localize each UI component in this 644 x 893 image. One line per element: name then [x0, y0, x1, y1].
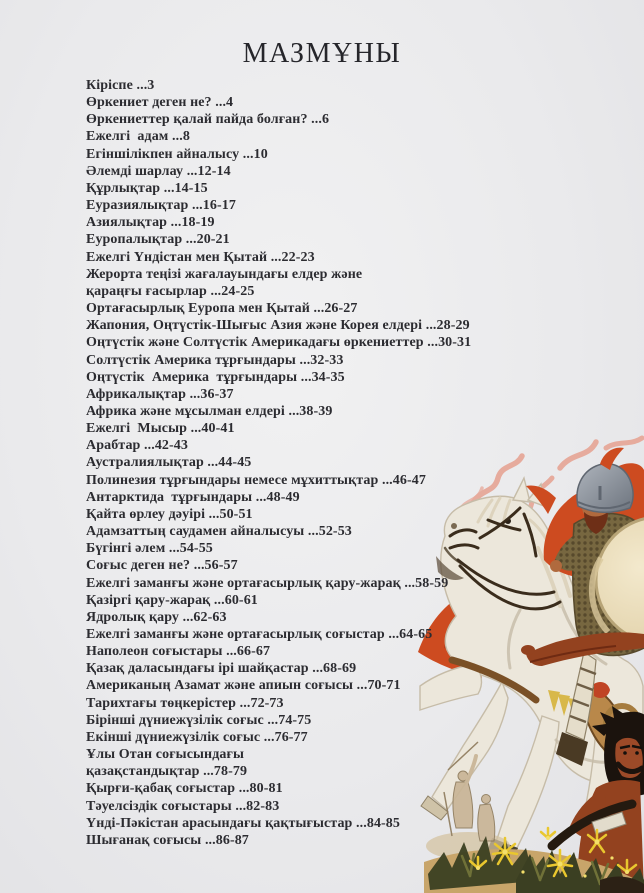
toc-line: Африкалықтар ...36-37 — [86, 386, 234, 402]
table-of-contents — [86, 77, 471, 849]
toc-line: Наполеон соғыстары ...66-67 — [86, 644, 271, 660]
toc-line: Қырғи-қабақ соғыстар ...80-81 — [86, 781, 283, 797]
toc-line: Шығанақ соғысы ...86-87 — [86, 832, 249, 848]
toc-line: Еуропалықтар ...20-21 — [86, 232, 230, 248]
toc-line: Әлемді шарлау ...12-14 — [86, 163, 231, 179]
toc-line: Егіншілікпен айналысу ...10 — [86, 146, 268, 162]
toc-line: қазақстандықтар ...78-79 — [86, 764, 248, 780]
toc-line: Антарктида тұрғындары ...48-49 — [86, 489, 300, 505]
toc-line: Ядролық қару ...62-63 — [86, 609, 227, 625]
toc-line: Тарихтағы төңкерістер ...72-73 — [86, 695, 284, 711]
toc-line: Африка және мұсылман елдері ...38-39 — [86, 403, 333, 419]
toc-line: Азиялықтар ...18-19 — [86, 215, 215, 231]
toc-line: Құрлықтар ...14-15 — [86, 180, 208, 196]
toc-line: Солтүстік Америка тұрғындары ...32-33 — [86, 352, 344, 368]
toc-line: Қазіргі қару-жарақ ...60-61 — [86, 592, 258, 608]
toc-line: Екінші дүниежүзілік соғыс ...76-77 — [86, 729, 308, 745]
toc-line: Американың Азамат және апиын соғысы ...70-71 — [86, 678, 401, 694]
toc-line: Ежелгі заманғы және ортағасырлық соғыстар ...64-65 — [86, 627, 433, 642]
page-title: МАЗМҰНЫ — [242, 38, 402, 69]
toc-line: Оңтүстік және Солтүстік Америкадағы өркениеттер ...30-31 — [86, 335, 472, 351]
toc-line: Бірінші дүниежүзілік соғыс ...74-75 — [86, 712, 312, 728]
toc-line: Өркениет деген не? ...4 — [86, 95, 234, 111]
toc-line: Ежелгі Мысыр ...40-41 — [86, 421, 235, 437]
toc-line: Оңтүстік Америка тұрғындары ...34-35 — [86, 369, 345, 385]
toc-line: Ежелгі заманғы және ортағасырлық қару-жарақ ...58-59 — [86, 575, 449, 591]
toc-line: Өркениеттер қалай пайда болған? ...6 — [86, 112, 330, 128]
toc-line: Ежелгі адам ...8 — [86, 129, 190, 145]
toc-line: Үнді-Пәкістан арасындағы қақтығыстар ...84-85 — [86, 815, 401, 831]
toc-line: Еуразиялықтар ...16-17 — [86, 198, 236, 214]
toc-line: Қайта өрлеу дәуірі ...50-51 — [86, 506, 253, 522]
toc-line: Ұлы Отан соғысындағы — [86, 747, 244, 763]
toc-line: Тәуелсіздік соғыстары ...82-83 — [86, 798, 280, 814]
toc-line: Бүгінгі әлем ...54-55 — [86, 541, 213, 557]
toc-line: Ортағасырлық Еуропа мен Қытай ...26-27 — [86, 301, 358, 317]
rider-hand — [550, 560, 562, 572]
toc-line: Полинезия тұрғындары немесе мұхиттықтар ...46-47 — [86, 472, 426, 488]
toc-line: Кіріспе ...3 — [86, 78, 155, 93]
toc-line: қараңғы ғасырлар ...24-25 — [86, 283, 255, 299]
toc-line: Арабтар ...42-43 — [86, 438, 188, 454]
toc-line: Ежелгі Үндістан мен Қытай ...22-23 — [86, 249, 315, 265]
toc-line: Қазақ даласындағы ірі шайқастар ...68-69 — [86, 661, 357, 677]
toc-line: Аустралиялықтар ...44-45 — [86, 455, 252, 471]
toc-line: Адамзаттың саудамен айналысуы ...52-53 — [86, 524, 352, 540]
toc-line: Соғыс деген не? ...56-57 — [86, 558, 238, 574]
toc-line: Жапония, Оңтүстік-Шығыс Азия және Корея елдері ...28-29 — [86, 318, 470, 334]
toc-line: Жерорта теңізі жағалауындағы елдер және — [86, 266, 363, 282]
